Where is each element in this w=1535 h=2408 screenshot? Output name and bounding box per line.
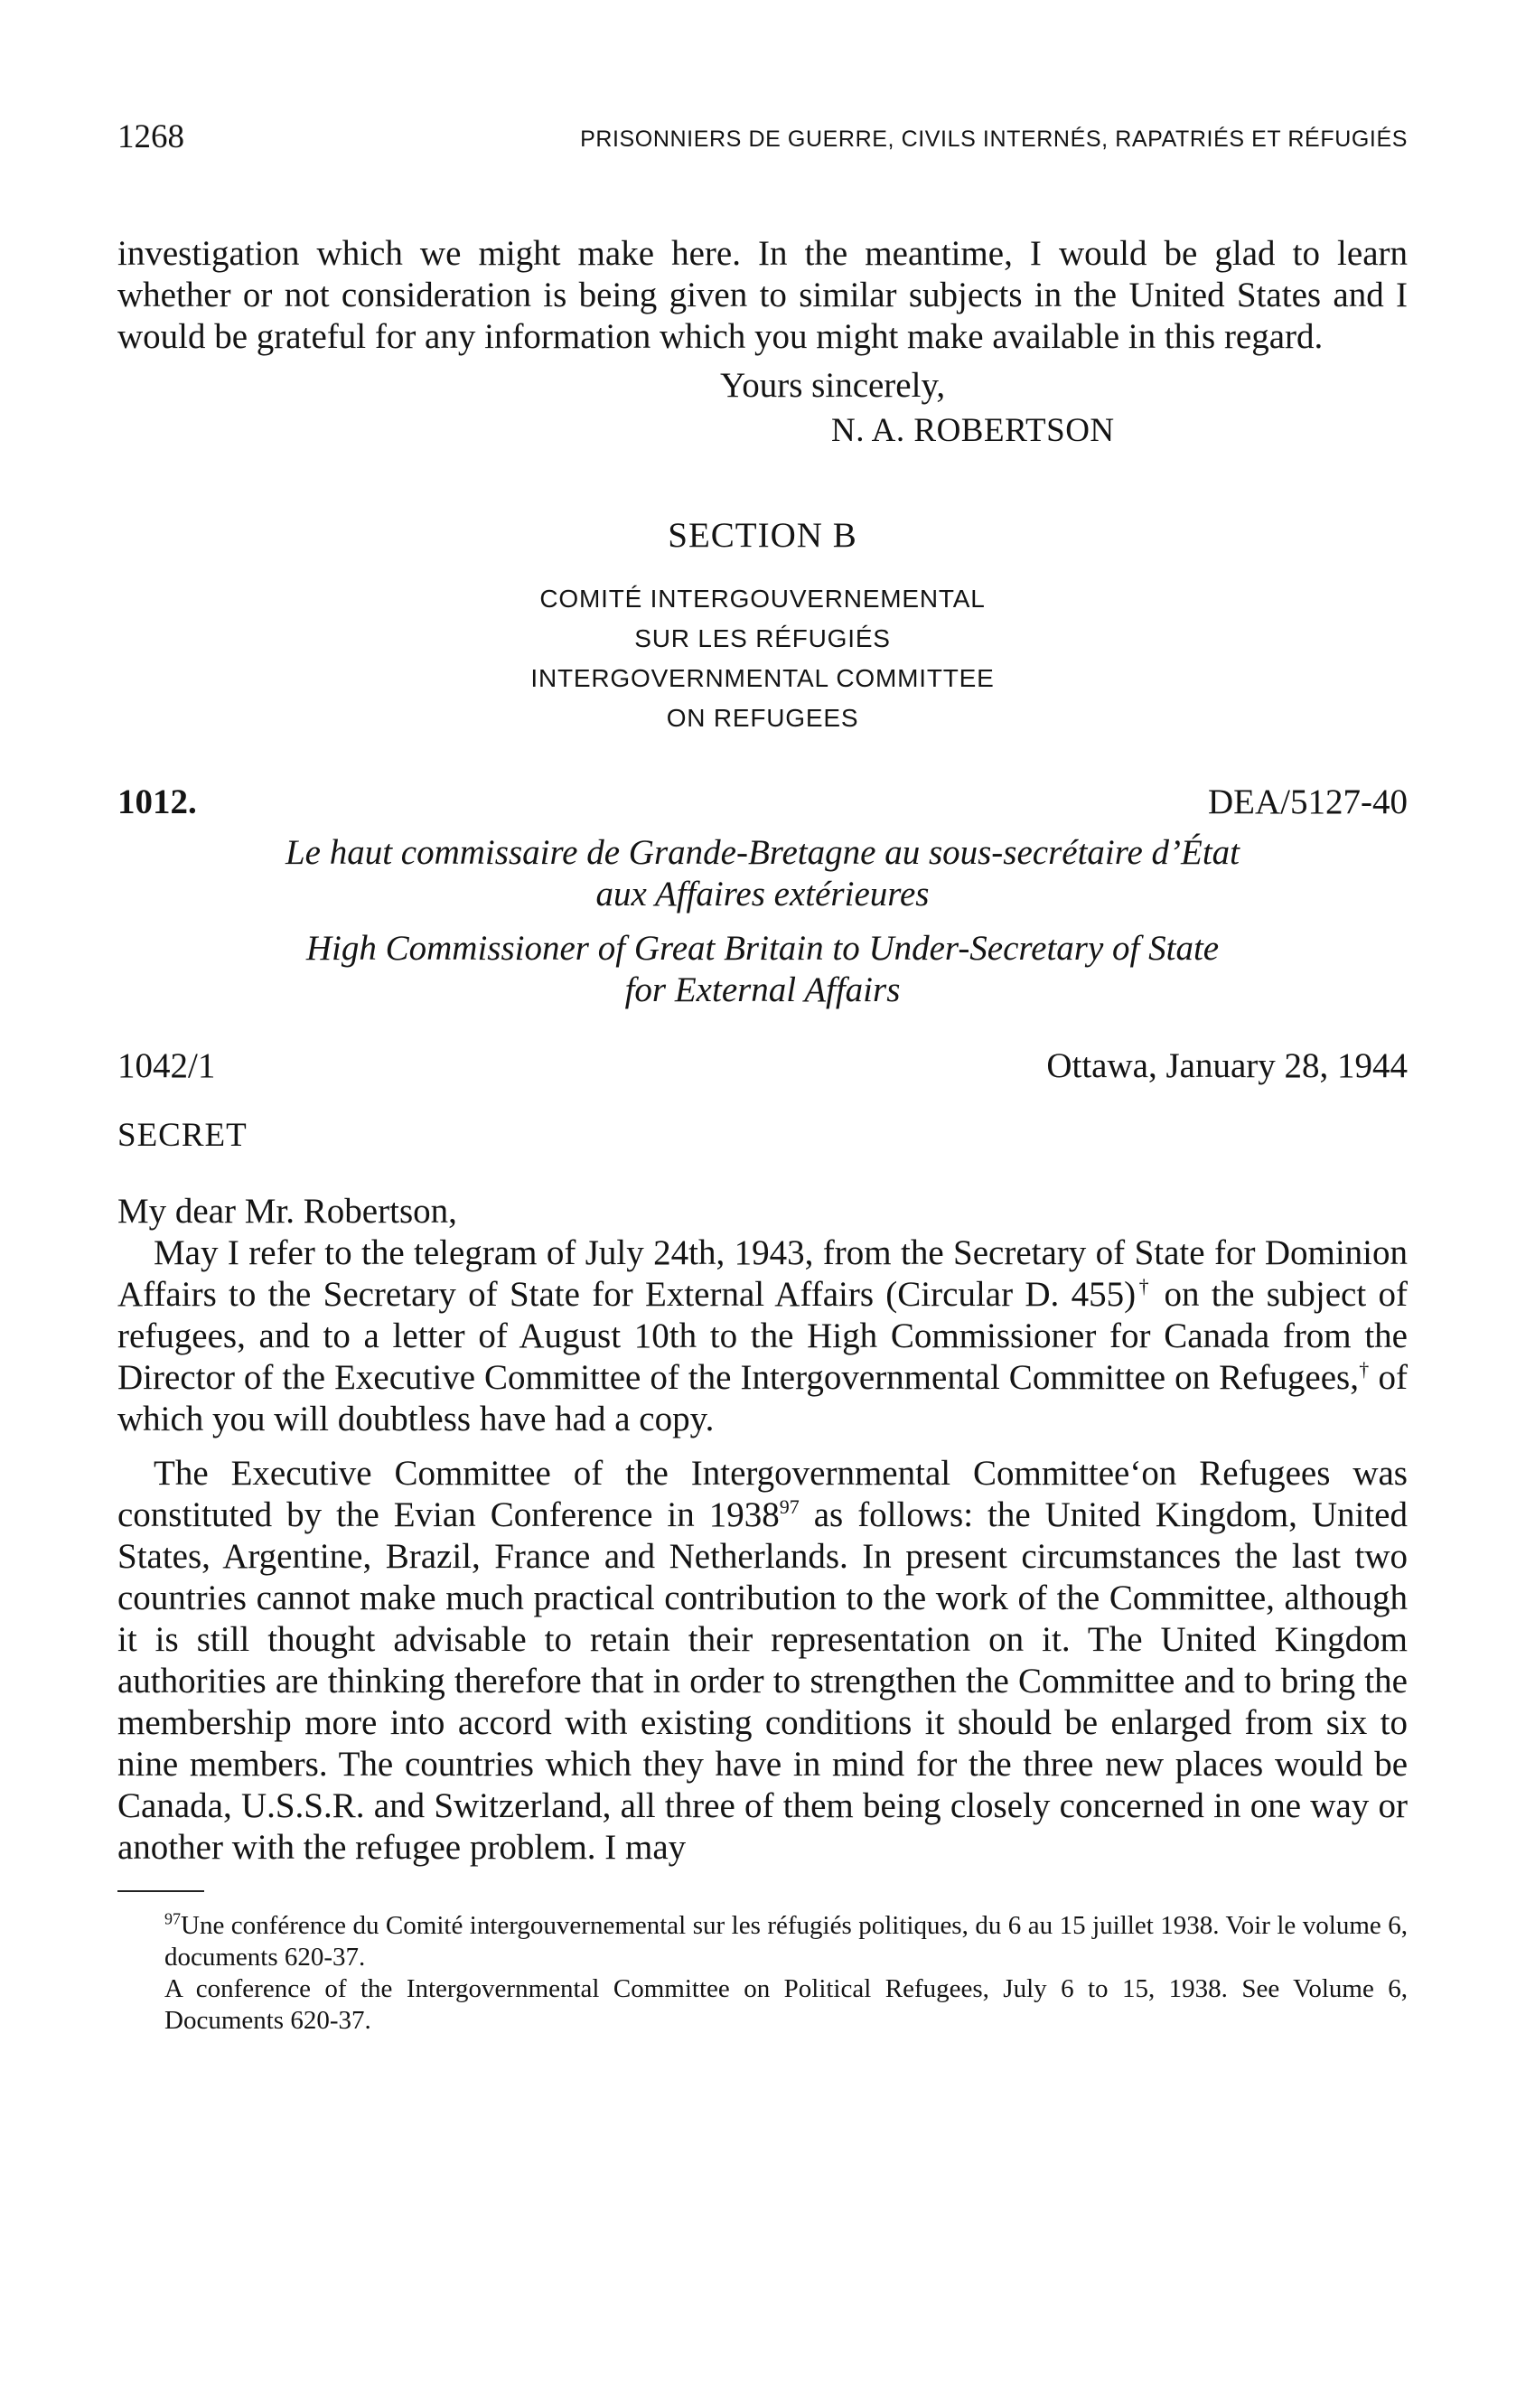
paragraph-text: as follows: the United Kingdom, United States, Argentine, Brazil, France and Netherlands. In present circumstances the last two countries cannot make much practical contribution to the work of the Committee, although it is still thought advisable to retain their representation on it. The United Kingdom authorities are thinking therefore that in order to strengthen the Committee and to bring the membership more into accord with existing conditions it should be enlarged from six to nine members. The countries which they have in mind for the three new places would be Canada, U.S.S.R. and Switzerland, all three of them being closely concerned in one way or another with the refugee problem. I may <box>117 1495 1408 1867</box>
place-date: Ottawa, January 28, 1944 <box>1046 1046 1408 1085</box>
section-subtitle-line: ON REFUGEES <box>666 704 859 732</box>
paragraph-text: The Executive Committee of the Intergovernmental Committee‘on Refugees was constituted by the Evian Conference in 1938 <box>117 1454 1408 1534</box>
page-number: 1268 <box>117 118 184 155</box>
file-reference: DEA/5127-40 <box>1208 782 1408 821</box>
document-page <box>117 117 1408 2037</box>
dagger-mark: † <box>1136 1275 1153 1298</box>
body-paragraph <box>117 1453 1408 1869</box>
body-paragraph <box>117 1232 1408 1440</box>
heading-french-line: Le haut commissaire de Grande-Bretagne au sous-secrétaire d’État <box>285 833 1240 872</box>
section-subtitle-line: INTERGOVERNMENTAL COMMITTEE <box>530 664 995 692</box>
footnote-french <box>164 1910 1408 1973</box>
heading-french-line: aux Affaires extérieures <box>595 875 930 914</box>
footnote-divider <box>117 1890 204 1892</box>
document-number: 1012. <box>117 782 197 821</box>
signature: N. A. ROBERTSON <box>831 412 1115 449</box>
document-header-row <box>117 782 1408 832</box>
heading-english-line: High Commissioner of Great Britain to Under-Secretary of State <box>305 929 1220 968</box>
footnote-text: Une conférence du Comité intergouvernemental sur les réfugiés politiques, du 6 au 15 juillet 1938. Voir le volume 6, documents 620-37. <box>164 1911 1408 1972</box>
paragraph-text: of which you will doubtless have had a copy. <box>117 1358 1409 1438</box>
continued-paragraph: investigation which we might make here. In the meantime, I would be glad to learn whether or not consideration is being given to similar subjects in the United States and I would be grateful for any information which you might make available in this regard. <box>117 234 1408 356</box>
reference-row <box>117 1045 1408 1096</box>
classification: SECRET <box>117 1117 248 1154</box>
dagger-mark: † <box>1359 1358 1370 1381</box>
salutation: My dear Mr. Robertson, <box>117 1192 457 1231</box>
section-subtitle-line: SUR LES RÉFUGIÉS <box>634 624 891 652</box>
section-subtitle <box>117 579 1408 738</box>
section-subtitle-line: COMITÉ INTERGOUVERNEMENTAL <box>539 585 986 613</box>
running-header <box>117 117 1408 172</box>
letter-reference: 1042/1 <box>117 1046 216 1085</box>
heading-english-line: for External Affairs <box>624 970 901 1009</box>
paragraph-text: May I refer to the telegram of July 24th, 1943, from the Secretary of State for Dominion Affairs to the Secretary of State for External Affairs (Circular D. 455) <box>117 1233 1408 1314</box>
paragraph-text: on the subject of refugees, and to a letter of August 10th to the High Commissioner for Canada from the Director of the Executive Committee of the Intergovernmental Committee on Refugees, <box>117 1275 1408 1397</box>
section-title: SECTION B <box>668 516 857 555</box>
letter-closing: Yours sincerely, <box>720 366 946 405</box>
footnote-english: A conference of the Intergovernmental Committee on Political Refugees, July 6 to 15, 1938. See Volume 6, Documents 620-37. <box>164 1974 1408 2035</box>
running-title: PRISONNIERS DE GUERRE, CIVILS INTERNÉS, RAPATRIÉS ET RÉFUGIÉS <box>580 126 1408 152</box>
footnote <box>117 1910 1408 2037</box>
footnote-mark: 97 <box>164 1909 181 1928</box>
footnote-reference[interactable]: 97 <box>779 1495 800 1518</box>
